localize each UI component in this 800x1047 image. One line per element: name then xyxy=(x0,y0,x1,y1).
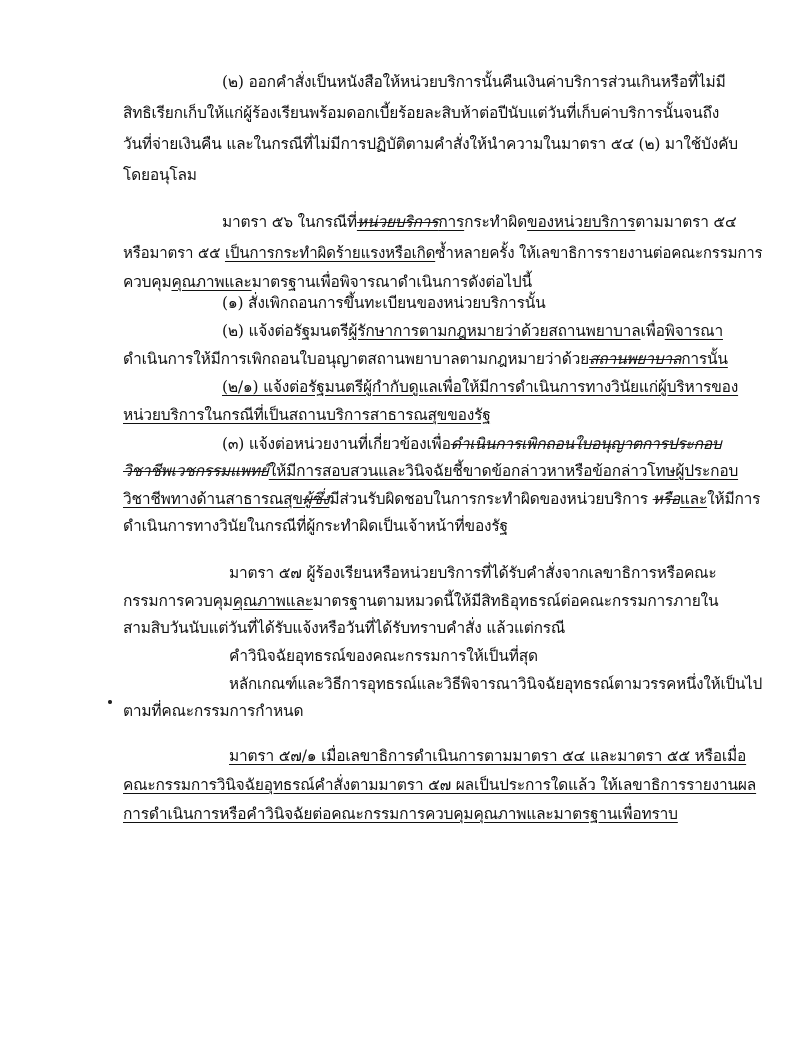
section-57-1-line-2: คณะกรรมการวินิจฉัยอุทธรณ์คำสั่งตามมาตรา ๕๗ ผลเป็นประการใดแล้ว ให้เลขาธิการรายงานผล xyxy=(123,776,757,794)
inserted-text: ผู้รักษาการตามกฎหมายว่าด้วยสถานพยาบาล xyxy=(348,322,641,340)
text-run: มาตรฐานตามหมวดนี้ให้มีสิทธิอุทธรณ์ต่อคณะกรรมการภายใน xyxy=(312,592,719,610)
section-57-line-3: สามสิบวันนับแต่วันที่ได้รับแจ้งหรือวันที่ได้รับทราบคำสั่ง แล้วแต่กรณี xyxy=(123,619,566,637)
section-56-item-3 xyxy=(222,433,721,455)
inserted-text: วิชาชีพทางด้านสาธารณสุข xyxy=(123,490,303,508)
struck-text: สถานพยาบาล xyxy=(589,350,682,368)
section-56-item-2-cont xyxy=(123,348,728,370)
text-run: หรือมาตรา ๕๕ xyxy=(123,244,225,262)
section-57-line-2 xyxy=(123,590,718,612)
text-run: กระทำผิด xyxy=(464,213,528,231)
text-run: มาตรฐานเพื่อพิจารณาดำเนินการดังต่อไปนี้ xyxy=(251,273,532,291)
section-56-line-1 xyxy=(222,211,737,233)
inserted-text: ให้มีการสอบสวนและวินิจฉัยชี้ขาดข้อกล่าวหาหรือข้อกล่าวโทษผู้ประกอบ xyxy=(268,462,739,480)
text-run: ดำเนินการให้มีการเพิกถอนใบอนุญาตสถานพยาบาลตามกฎหมายว่าด้วย xyxy=(123,350,590,368)
struck-text: ดำเนินการเพิกถอนใบอนุญาตการประกอบ xyxy=(450,435,722,453)
section-56-item-2 xyxy=(222,320,723,342)
inserted-text: และ xyxy=(679,490,708,508)
section-56-item-1: (๑) สั่งเพิกถอนการขึ้นทะเบียนของหน่วยบริการนั้น xyxy=(222,294,546,312)
text-run: ตามมาตรา ๕๔ xyxy=(635,213,737,231)
section-57-1-line-1: มาตรา ๕๗/๑ เมื่อเลขาธิการดำเนินการตามมาตรา ๕๔ และมาตรา ๕๕ หรือเมื่อ xyxy=(229,747,747,765)
inserted-text: การ xyxy=(438,213,465,231)
text-run: กรรมการควบคุม xyxy=(123,592,233,610)
text-run: ให้มีการ xyxy=(707,490,761,508)
inserted-text: คุณภาพและ xyxy=(232,592,313,610)
text-run: มีส่วนรับผิดชอบในการกระทำผิดของหน่วยบริการ xyxy=(329,490,653,508)
inserted-text: ของหน่วยบริการ xyxy=(527,213,636,231)
text-run: เพื่อ xyxy=(640,322,665,340)
inserted-text: พิจารณา xyxy=(664,322,723,340)
section-56-item-2-1-cont: หน่วยบริการในกรณีที่เป็นสถานบริการสาธารณสุขของรัฐ xyxy=(123,406,491,424)
section-56-item-3-cont-2 xyxy=(123,488,760,510)
struck-text: หรือ xyxy=(652,490,680,508)
para-2-line-4: โดยอนุโลม xyxy=(123,166,197,184)
section-56-item-3-cont-3: ดำเนินการทางวินัยในกรณีที่ผู้กระทำผิดเป็นเจ้าหน้าที่ของรัฐ xyxy=(123,517,508,535)
section-56-item-3-cont-1 xyxy=(123,460,738,482)
struck-text: วิชาชีพเวชกรรมแพทย์ xyxy=(123,462,269,480)
text-run: ควบคุม xyxy=(123,273,172,291)
inserted-text: เป็นการกระทำผิดร้ายแรงหรือเกิด xyxy=(224,244,436,262)
text-run: (๓) แจ้งต่อหน่วยงานที่เกี่ยวข้องเพื่อ xyxy=(222,435,451,453)
text-run: ซ้ำหลายครั้ง ให้เลขาธิการรายงานต่อคณะกรรมการ xyxy=(435,244,763,262)
inserted-text: การนั้น xyxy=(681,350,728,368)
struck-text: ผู้ซึ่ง xyxy=(302,490,330,508)
inserted-text: คุณภาพและ xyxy=(171,273,252,291)
text-run: (๒) แจ้งต่อรัฐมนตรี xyxy=(222,322,349,340)
para-2-line-2: สิทธิเรียกเก็บให้แก่ผู้ร้องเรียนพร้อมดอกเบี้ยร้อยละสิบห้าต่อปีนับแต่วันที่เก็บค่าบริการนั้นจนถึง xyxy=(123,104,720,122)
section-57-line-6: ตามที่คณะกรรมการกำหนด xyxy=(123,702,304,720)
section-56-item-2-1: (๒/๑) แจ้งต่อรัฐมนตรีผู้กำกับดูแลเพื่อให้มีการดำเนินการทางวินัยแก่ผู้บริหารของ xyxy=(222,378,739,396)
section-57-1-line-3: การดำเนินการหรือคำวินิจฉัยต่อคณะกรรมการควบคุมคุณภาพและมาตรฐานเพื่อทราบ xyxy=(123,805,678,823)
margin-dot xyxy=(108,700,112,704)
para-2-line-1: (๒) ออกคำสั่งเป็นหนังสือให้หน่วยบริการนั้นคืนเงินค่าบริการส่วนเกินหรือที่ไม่มี xyxy=(222,73,726,91)
para-2-line-3: วันที่จ่ายเงินคืน และในกรณีที่ไม่มีการปฏิบัติตามคำสั่งให้นำความในมาตรา ๕๔ (๒) มาใช้บังคับ xyxy=(123,135,738,153)
section-56-line-2 xyxy=(123,242,762,264)
text-run: มาตรา ๕๖ ในกรณีที่ xyxy=(222,213,357,231)
section-56-line-3 xyxy=(123,271,532,293)
struck-text: หน่วยบริการ xyxy=(356,213,439,231)
section-57-line-5: หลักเกณฑ์และวิธีการอุทธรณ์และวิธีพิจารณาวินิจฉัยอุทธรณ์ตามวรรคหนึ่งให้เป็นไป xyxy=(229,675,763,693)
section-57-line-1: มาตรา ๕๗ ผู้ร้องเรียนหรือหน่วยบริการที่ได้รับคำสั่งจากเลขาธิการหรือคณะ xyxy=(229,564,717,582)
section-57-line-4: คำวินิจฉัยอุทธรณ์ของคณะกรรมการให้เป็นที่สุด xyxy=(229,647,538,665)
